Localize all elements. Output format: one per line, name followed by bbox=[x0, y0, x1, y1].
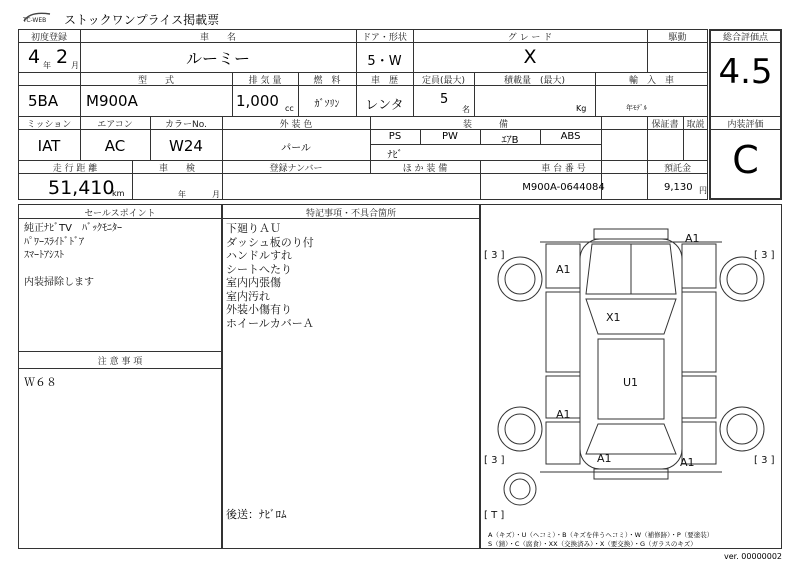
model-prefix: 5BA bbox=[28, 92, 59, 110]
sales-point-item: 純正ﾅﾋﾞTV ﾊﾞｯｸﾓﾆﾀｰ bbox=[24, 223, 122, 234]
sales-point-item: ｽﾏｰﾄｱｼｽﾄ bbox=[24, 250, 64, 261]
remark-item: ホイールカバーＡ bbox=[226, 316, 314, 330]
tire-label: [ 3 ] bbox=[484, 250, 505, 261]
label-load: 積載量 (最大) bbox=[503, 76, 566, 86]
aircon: AC bbox=[104, 137, 126, 155]
tire-label: [ 3 ] bbox=[484, 455, 505, 466]
deposit: 9,130 bbox=[664, 182, 693, 193]
reg-year: 4 bbox=[28, 46, 41, 68]
label-displacement: 排 気 量 bbox=[248, 76, 282, 86]
overall-score: 4.5 bbox=[718, 52, 773, 92]
page-title: ストックワンプライス掲載票 bbox=[64, 13, 220, 27]
label-drive: 駆動 bbox=[668, 33, 687, 43]
chassis-no: M900A-0644084 bbox=[522, 182, 605, 193]
mission: IAT bbox=[37, 137, 61, 155]
remark-item: ダッシュ板のり付 bbox=[226, 235, 314, 249]
remark-item: 下廻りＡＵ bbox=[226, 222, 281, 235]
sales-point-item: 内装掃除します bbox=[24, 277, 94, 288]
damage-mark: A1 bbox=[556, 408, 571, 421]
displacement-unit: cc bbox=[285, 104, 294, 113]
label-reg-plate: 登録ナンバー bbox=[269, 164, 323, 174]
label-aircon: エアコン bbox=[97, 120, 133, 130]
damage-mark: A1 bbox=[556, 263, 571, 276]
equip-ps: PS bbox=[388, 131, 402, 142]
car-diagram bbox=[480, 204, 782, 534]
label-manual: 取説 bbox=[686, 120, 705, 130]
label-door-shape: ドア・形状 bbox=[362, 33, 407, 43]
label-chassis-no: 車 台 番 号 bbox=[541, 164, 586, 174]
label-sales-points: セールスポイント bbox=[84, 209, 156, 219]
equip-pw: PW bbox=[442, 131, 458, 142]
equip-airbag: ｴｱB bbox=[501, 135, 519, 146]
remark-item: 外装小傷有り bbox=[226, 303, 292, 316]
equip-abs: ABS bbox=[560, 131, 581, 142]
label-cautions: 注 意 事 項 bbox=[97, 357, 143, 367]
grade: X bbox=[523, 46, 537, 68]
label-interior-score: 内装評価 bbox=[727, 120, 764, 130]
legend-line-2: S（錆）・C（腐食）・XX（交換済み）・X（要交換）・G（ガラスのキズ） bbox=[488, 540, 697, 548]
cautions: Ｗ６８ bbox=[24, 376, 57, 389]
logo-icon bbox=[20, 10, 60, 24]
label-model: 型 式 bbox=[137, 76, 174, 86]
label-mission: ミッション bbox=[26, 120, 72, 130]
inspection-month-unit: 月 bbox=[212, 190, 220, 199]
label-deposit: 預託金 bbox=[663, 164, 691, 174]
remarks-footer: 後送：ﾅﾋﾞﾛﾑ bbox=[226, 508, 287, 521]
label-color-no: カラーNo. bbox=[165, 120, 207, 130]
remarks-list bbox=[226, 222, 314, 330]
label-car-name: 車 名 bbox=[199, 33, 236, 43]
tire-label: [ 3 ] bbox=[754, 250, 775, 261]
sales-points-list bbox=[24, 222, 122, 290]
label-history: 車 歴 bbox=[370, 76, 398, 86]
damage-mark: A1 bbox=[680, 456, 695, 469]
label-warranty: 保証書 bbox=[651, 120, 679, 130]
label-remarks: 特記事項・不具合箇所 bbox=[305, 209, 396, 219]
car-name: ルーミー bbox=[185, 49, 250, 68]
model: M900A bbox=[86, 92, 138, 110]
remark-item: 室内汚れ bbox=[226, 289, 270, 303]
reg-month: 2 bbox=[56, 46, 69, 68]
mileage-unit: km bbox=[112, 189, 125, 198]
history: レンタ bbox=[365, 98, 404, 113]
damage-mark: X1 bbox=[606, 311, 621, 324]
reg-month-unit: 月 bbox=[71, 61, 79, 70]
remark-item: シートへたり bbox=[226, 262, 292, 276]
sales-point-item: ﾊﾟﾜｰｽﾗｲﾄﾞﾄﾞｱ bbox=[24, 236, 84, 248]
label-inspection: 車 検 bbox=[158, 164, 195, 174]
tire-label: [ T ] bbox=[484, 510, 505, 521]
damage-mark: A1 bbox=[685, 232, 700, 245]
load-unit: Kg bbox=[576, 104, 587, 113]
label-grade: グ レ ー ド bbox=[507, 33, 553, 43]
fuel: ｶﾞｿﾘﾝ bbox=[314, 99, 340, 110]
sales-point-item bbox=[24, 263, 122, 277]
import-model-year: 年ﾓﾃﾞﾙ bbox=[626, 104, 647, 112]
deposit-unit: 円 bbox=[699, 186, 707, 195]
label-capacity: 定員(最大) bbox=[421, 76, 466, 86]
reg-year-unit: 年 bbox=[43, 61, 51, 70]
svg-text:TC-WEB: TC-WEB bbox=[23, 17, 47, 24]
label-fuel: 燃 料 bbox=[313, 76, 341, 86]
color-no: W24 bbox=[169, 137, 203, 155]
inspection-year-unit: 年 bbox=[178, 190, 186, 199]
label-mileage: 走 行 距 離 bbox=[52, 164, 98, 174]
logo bbox=[20, 9, 60, 23]
damage-mark: U1 bbox=[623, 376, 639, 389]
label-overall-score: 総合評価点 bbox=[722, 33, 768, 43]
equip-navi: ﾅﾋﾞ bbox=[387, 150, 403, 161]
label-other-equipment: ほ か 装 備 bbox=[402, 164, 448, 174]
label-exterior-color: 外 装 色 bbox=[279, 120, 313, 130]
remark-item: ハンドルすれ bbox=[226, 249, 292, 262]
damage-mark: A1 bbox=[597, 452, 612, 465]
legend-line-1: A（キズ）・U（ヘコミ）・B（キズを伴うヘコミ）・W（補修跡）・P（要塗装） bbox=[488, 531, 714, 539]
label-equipment: 装 備 bbox=[462, 120, 508, 130]
label-first-reg: 初度登録 bbox=[30, 33, 67, 43]
interior-score: C bbox=[732, 138, 759, 182]
door-shape: 5・W bbox=[367, 54, 402, 69]
exterior-color: パール bbox=[281, 143, 311, 154]
capacity: 5 bbox=[440, 92, 449, 107]
tire-label: [ 3 ] bbox=[754, 455, 775, 466]
displacement: 1,000 bbox=[236, 92, 279, 110]
remark-item: 室内内張傷 bbox=[226, 276, 281, 289]
capacity-unit: 名 bbox=[462, 105, 470, 114]
label-import: 輸 入 車 bbox=[628, 76, 674, 86]
version: ver. 00000002 bbox=[724, 552, 783, 561]
mileage: 51,410 bbox=[48, 177, 115, 199]
